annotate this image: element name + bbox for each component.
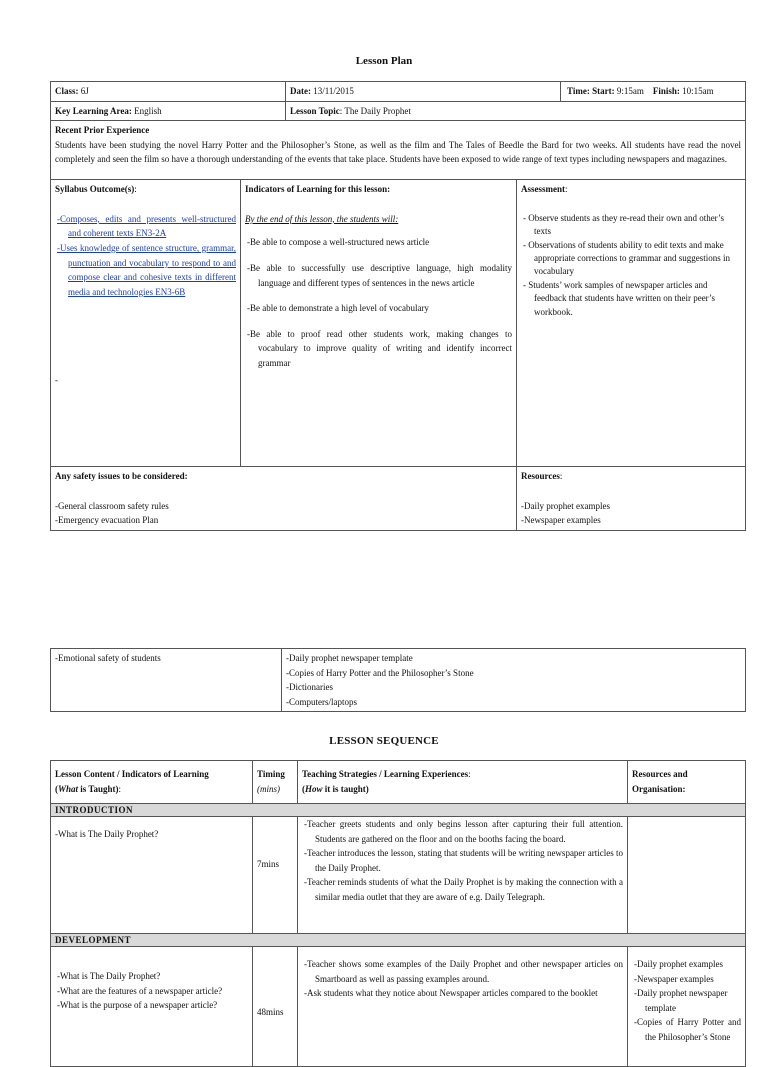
intro-strategy-1: -Teacher greets students and only begins lesson after capturing their full attention. Students are gathered on the floor and on the booths facing the board. — [304, 819, 623, 844]
indicator-3: -Be able to demonstrate a high level of vocabulary — [247, 303, 429, 314]
safety-resources-continued-table — [50, 648, 746, 712]
strategies-sub-how: How — [305, 783, 323, 794]
safety-resources-continued-row — [51, 649, 746, 712]
indicator-1: -Be able to compose a well-structured news article — [247, 237, 430, 248]
start-value: 9:15am — [614, 86, 644, 96]
start-label: Start: — [592, 86, 615, 96]
resources-item-6: -Computers/laptops — [286, 696, 357, 707]
safety-heading: Any safety issues to be considered: — [55, 471, 188, 482]
indicators-intro: By the end of this lesson, the students will: — [245, 213, 399, 224]
syllabus-outcome-1[interactable]: -Composes, edits and presents well-structured and coherent texts EN3-2A — [57, 213, 236, 239]
outcomes-row — [51, 180, 746, 467]
dev-content-item-1: -What is The Daily Prophet? — [57, 971, 161, 981]
time-label: Time: — [567, 86, 590, 96]
introduction-heading: INTRODUCTION — [51, 804, 746, 817]
syllabus-dash: - — [55, 375, 58, 386]
resources-heading-colon: : — [559, 471, 563, 482]
development-row — [51, 947, 746, 1067]
dev-content-cell — [51, 947, 253, 1067]
prior-experience-cell — [51, 121, 746, 180]
lesson-sequence-title: LESSON SEQUENCE — [329, 735, 439, 747]
safety-item-3: -Emotional safety of students — [55, 653, 161, 663]
strategies-sub-rest: it is taught) — [322, 783, 369, 794]
dev-resource-3: -Daily prophet newspaper template — [634, 988, 728, 1013]
timing-header-sub: (mins) — [257, 783, 280, 794]
strategies-header — [298, 761, 628, 804]
content-sub-rest: is Taught) — [78, 783, 119, 794]
prior-experience-row — [51, 121, 746, 180]
content-sub-what: What — [58, 783, 79, 794]
timing-header — [253, 761, 298, 804]
resources-heading: Resources — [521, 471, 560, 482]
class-label: Class: — [55, 86, 79, 96]
intro-content-cell — [51, 817, 253, 934]
introduction-section-row — [51, 804, 746, 817]
dev-strategy-1: -Teacher shows some examples of the Daily Prophet and other newspaper articles on Smartboard as well as passing examples around. — [304, 959, 623, 984]
dev-content-item-2: -What are the features of a newspaper article? — [57, 985, 223, 996]
resources-item-3: -Daily prophet newspaper template — [286, 653, 413, 663]
resources-item-2: -Newspaper examples — [521, 515, 601, 526]
assessment-heading: Assessment — [521, 184, 565, 195]
syllabus-cell — [51, 180, 241, 467]
assessment-item-1: - Observe students as they re-read their own and other’s texts — [523, 212, 725, 237]
dev-strategy-2: -Ask students what they notice about Newspaper articles compared to the booklet — [304, 988, 598, 999]
resources-item-1: -Daily prophet examples — [521, 500, 610, 511]
safety-cell — [51, 467, 517, 531]
timing-header-label: Timing — [257, 769, 285, 779]
content-sub-open: ( — [55, 783, 58, 794]
resources-continued-cell — [282, 649, 746, 712]
dev-strategies-cell — [298, 947, 628, 1067]
sequence-header-row — [51, 761, 746, 804]
class-date-time-row — [51, 82, 746, 102]
syllabus-outcome-2[interactable]: -Uses knowledge of sentence structure, grammar, punctuation and vocabulary to respond to and compose clear and cohesive texts in different media and technologies EN3-6B — [57, 242, 236, 297]
assessment-heading-colon: : — [565, 184, 568, 195]
resources-org-header-label: Resources and Organisation: — [632, 769, 688, 794]
strategies-header-label: Teaching Strategies / Learning Experiences — [302, 769, 469, 779]
dev-resource-1: -Daily prophet examples — [634, 959, 723, 969]
topic-label: Lesson Topic — [290, 105, 340, 116]
intro-strategies-cell — [298, 817, 628, 934]
syllabus-heading-colon: : — [134, 184, 137, 195]
indicator-4: -Be able to proof read other students work, making changes to vocabulary to improve quality of writing and identify incorrect grammar — [247, 328, 512, 368]
lesson-sequence-table — [50, 760, 746, 1067]
development-section-row — [51, 934, 746, 947]
dev-resource-4: -Copies of Harry Potter and the Philosopher’s Stone — [634, 1017, 741, 1042]
safety-item-1: -General classroom safety rules — [55, 500, 169, 511]
time-cell — [561, 82, 746, 102]
indicators-heading: Indicators of Learning for this lesson: — [245, 184, 391, 195]
prior-experience-heading: Recent Prior Experience — [55, 125, 150, 136]
kla-value: English — [131, 105, 162, 116]
prior-experience-text: Students have been studying the novel Harry Potter and the Philosopher’s Stone, as well as the film and The Tales of Beedle the Bard for two weeks. All students have read the novel completely and seen the film so have a thorough understanding of the events that take place. Students have been exposed to wide range of text types including newspapers and magazines. — [55, 139, 742, 165]
class-cell — [51, 82, 286, 102]
dev-resources-cell — [628, 947, 746, 1067]
safety-resources-row — [51, 467, 746, 531]
topic-cell — [286, 101, 746, 121]
date-value: 13/11/2015 — [311, 86, 354, 96]
resources-cell — [517, 467, 746, 531]
lesson-plan-table — [50, 81, 746, 531]
safety-item-2: -Emergency evacuation Plan — [55, 515, 159, 526]
date-label: Date: — [290, 86, 311, 96]
development-heading: DEVELOPMENT — [51, 934, 746, 947]
indicators-cell — [241, 180, 517, 467]
safety-continued-cell — [51, 649, 282, 712]
strategies-header-colon: : — [468, 769, 471, 779]
intro-timing: 7mins — [257, 859, 280, 869]
dev-content-item-3: -What is the purpose of a newspaper article? — [57, 1000, 218, 1011]
finish-label: Finish: — [652, 86, 680, 96]
content-header — [51, 761, 253, 804]
intro-strategy-3: -Teacher reminds students of what the Daily Prophet is by making the connection with a similar media outlet that they are aware of e.g. Daily Telegraph. — [304, 877, 623, 902]
content-sub-colon: : — [118, 783, 122, 794]
assessment-cell — [517, 180, 746, 467]
intro-timing-cell — [253, 817, 298, 934]
kla-cell — [51, 101, 286, 121]
indicator-2: -Be able to successfully use descriptive language, high modality language and different types of sentences in the news article — [247, 262, 512, 288]
strategies-sub-open: ( — [302, 783, 305, 794]
resources-item-4: -Copies of Harry Potter and the Philosopher’s Stone — [286, 667, 474, 678]
intro-resources-cell — [628, 817, 746, 934]
assessment-item-2: - Observations of students ability to edit texts and make appropriate corrections to grammar and suggestions in vocabulary — [523, 239, 730, 277]
intro-content-item-1: -What is The Daily Prophet? — [55, 829, 159, 839]
class-value: 6J — [78, 86, 89, 96]
kla-topic-row — [51, 101, 746, 121]
syllabus-heading: Syllabus Outcome(s) — [55, 184, 135, 195]
kla-label: Key Learning Area: — [55, 105, 132, 116]
resources-org-header — [628, 761, 746, 804]
resources-item-5: -Dictionaries — [286, 682, 333, 693]
content-header-label: Lesson Content / Indicators of Learning — [55, 769, 209, 779]
topic-value: : The Daily Prophet — [339, 105, 411, 116]
dev-timing-cell — [253, 947, 298, 1067]
introduction-row — [51, 817, 746, 934]
finish-value: 10:15am — [679, 86, 714, 96]
assessment-item-3: - Students’ work samples of newspaper articles and feedback that students have written on their peer’s workbook. — [523, 279, 716, 317]
dev-timing: 48mins — [257, 1007, 284, 1017]
page-title: Lesson Plan — [355, 55, 413, 67]
date-cell — [286, 82, 561, 102]
intro-strategy-2: -Teacher introduces the lesson, stating that students will be writing newspaper articles to the Daily Prophet. — [304, 848, 623, 873]
dev-resource-2: -Newspaper examples — [634, 973, 714, 984]
